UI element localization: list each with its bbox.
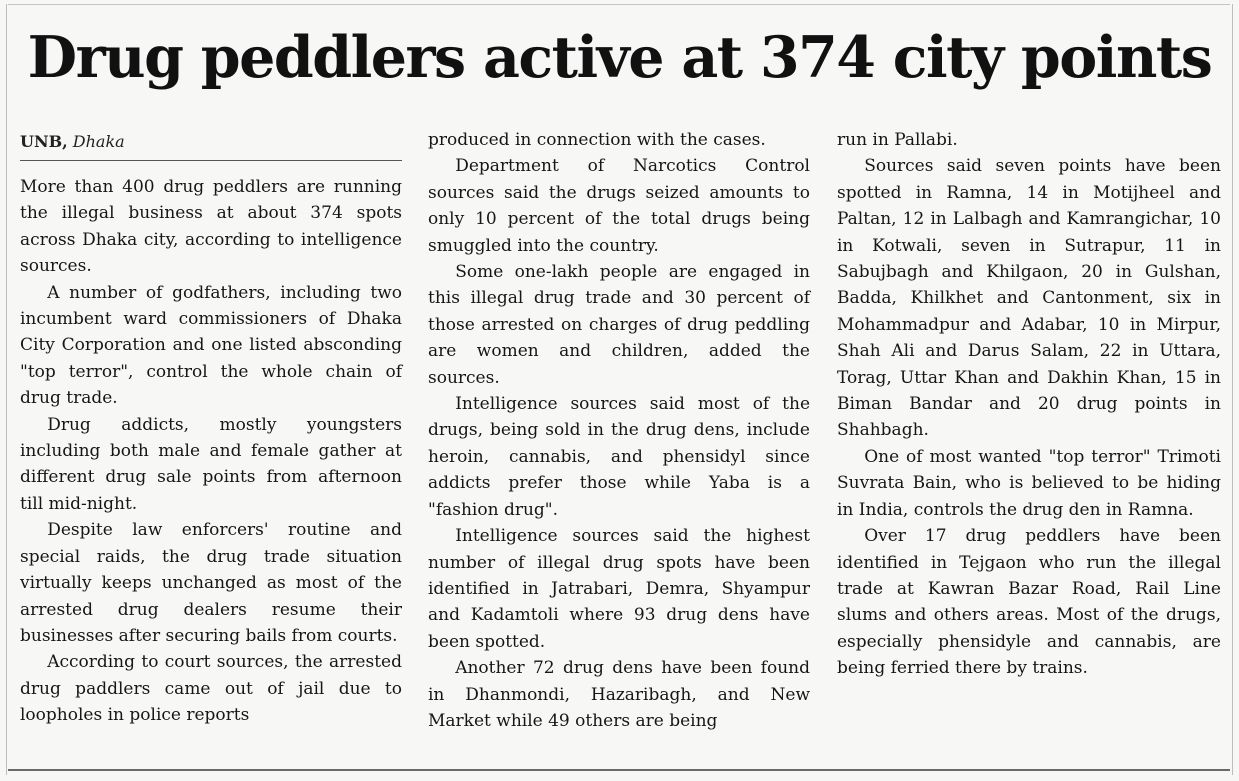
paragraph: One of most wanted "top terror" Trimoti Suvrata Bain, who is believed to be hiding in India, controls the drug den in Ramna. (837, 446, 1221, 520)
paragraph: produced in connection with the cases. (428, 130, 766, 150)
paragraph: Despite law enforcers' routine and special raids, the drug trade situation virtually keeps unchanged as most of the arrested drug dealers resume their businesses after securing bails from courts. (20, 520, 402, 646)
headline: Drug peddlers active at 374 city points (27, 24, 1212, 91)
byline-divider (20, 160, 402, 161)
byline (20, 132, 125, 151)
paragraph: Intelligence sources said most of the drugs, being sold in the drug dens, include heroin, cannabis, and phensidyl since addicts prefer those while Yaba is a "fashion drug". (428, 394, 810, 520)
top-rule (8, 4, 1230, 5)
paragraph: A number of godfathers, including two incumbent ward commissioners of Dhaka City Corporation and one listed absconding "top terror", control the whole chain of drug trade. (20, 282, 402, 409)
paragraph: Department of Narcotics Control sources said the drugs seized amounts to only 10 percent of the total drugs being smuggled into the country. (428, 156, 810, 256)
paragraph: Sources said seven points have been spotted in Ramna, 14 in Motijheel and Paltan, 12 in Lalbagh and Kamrangichar, 10 in Kotwali, seven in Sutrapur, 11 in Sabujbagh and Khilgaon, 20 in Gulshan, Badda, Khilkhet and Cantonment, six in Mohammadpur and Adabar, 10 in Mirpur, Shah Ali and Darus Salam, 22 in Uttara, Torag, Uttar Khan and Dakhin Khan, 15 in Biman Bandar and 20 drug points in Shahbagh. (837, 156, 1221, 441)
paragraph: Drug addicts, mostly youngsters including both male and female gather at different drug sale points from afternoon till mid-night. (20, 414, 402, 514)
article-column-2 (428, 127, 810, 734)
paragraph: More than 400 drug peddlers are running the illegal business at about 374 spots across Dhaka city, according to intelligence sources. (20, 177, 402, 277)
paragraph: Intelligence sources said the highest number of illegal drug spots have been identified in Jatrabari, Demra, Shyampur and Kadamtoli where 93 drug dens have been spotted. (428, 526, 810, 652)
article-column-3 (837, 127, 1221, 682)
bottom-rule (8, 769, 1230, 771)
paragraph: Over 17 drug peddlers have been identified in Tejgaon who run the illegal trade at Kawran Bazar Road, Rail Line slums and others areas. Most of the drugs, especially phensidyle and cannabis, are being ferried there by trains. (837, 526, 1221, 679)
paragraph: According to court sources, the arrested drug paddlers came out of jail due to loopholes in police reports (20, 652, 402, 726)
paragraph: Some one-lakh people are engaged in this illegal drug trade and 30 percent of those arrested on charges of drug peddling are women and children, added the sources. (428, 262, 810, 388)
paragraph: run in Pallabi. (837, 130, 958, 150)
article-column-1 (20, 174, 402, 729)
byline-agency: UNB, (20, 132, 68, 151)
paragraph: Another 72 drug dens have been found in Dhanmondi, Hazaribagh, and New Market while 49 others are being (428, 658, 810, 731)
byline-place: Dhaka (72, 132, 125, 151)
